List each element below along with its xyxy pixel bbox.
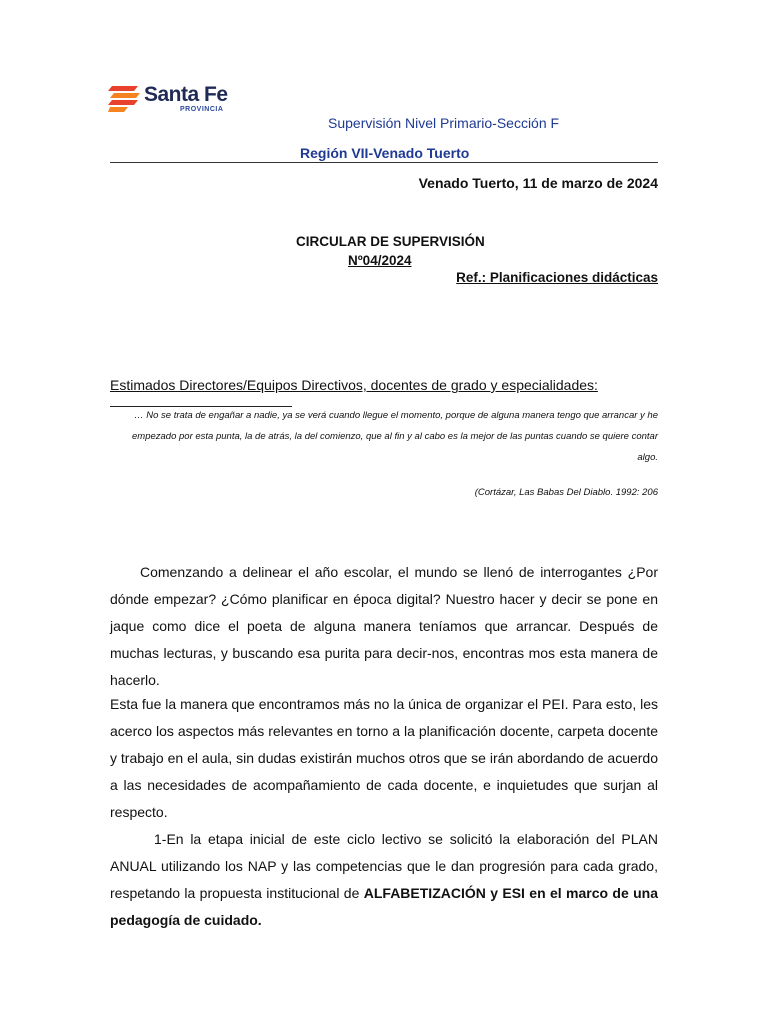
circular-reference: Ref.: Planificaciones didácticas: [456, 270, 658, 285]
body-paragraph-3: [110, 826, 658, 934]
logo-subtext: PROVINCIA: [180, 106, 224, 113]
header-supervision: Supervisión Nivel Primario-Sección F: [328, 115, 560, 131]
circular-number: Nº04/2024: [348, 253, 412, 268]
salutation: Estimados Directores/Equipos Directivos, docentes de grado y especialidades:: [110, 377, 598, 393]
header-region: Región VII-Venado Tuerto: [300, 145, 470, 161]
santa-fe-stripes-icon: [108, 86, 142, 112]
logo-text: Santa Fe: [144, 83, 228, 106]
body-paragraph-3-text: 1-En la etapa inicial de este ciclo lectivo se solicitó la elaboración del PLAN ANUAL utilizando los NAP y las competencias que le dan progresión para cada grado, respetando la propuesta institucional de: [110, 831, 658, 901]
epigraph-citation: (Cortázar, Las Babas Del Diablo. 1992: 206: [474, 487, 658, 498]
circular-title: CIRCULAR DE SUPERVISIÓN: [296, 234, 485, 249]
header-divider: [110, 162, 658, 163]
body-paragraph-3-emphasis: ALFABETIZACIÓN y ESI en el marco de una pedagogía de cuidado.: [110, 885, 658, 928]
santa-fe-logo: [108, 80, 228, 116]
body-paragraph-1: Comenzando a delinear el año escolar, el mundo se llenó de interrogantes ¿Por dónde empezar? ¿Cómo planificar en época digital? Nuestro hacer y decir se pone en jaque como dice el poeta de alguna manera teníamos que arrancar. Después de muchas lecturas, y buscando esa purita para decir-nos, encontras mos esta manera de hacerlo.: [110, 564, 658, 688]
epigraph-quote: … No se trata de engañar a nadie, ya se verá cuando llegue el momento, porque de alguna manera tengo que arrancar y he empezado por esta punta, la de atrás, la del comienzo, que al fin y al cabo es la mejor de las puntas cuando se quiere contar algo.: [132, 410, 658, 463]
body-paragraph-2: Esta fue la manera que encontramos más no la única de organizar el PEI. Para esto, les acerco los aspectos más relevantes en torno a la planificación docente, carpeta docente y trabajo en el aula, sin dudas existirán muchos otros que se irán abordando de acuerdo a las necesidades de acompañamiento de cada docente, e inquietudes que surjan al respecto.: [110, 696, 658, 820]
document-date: Venado Tuerto, 11 de marzo de 2024: [418, 175, 658, 191]
